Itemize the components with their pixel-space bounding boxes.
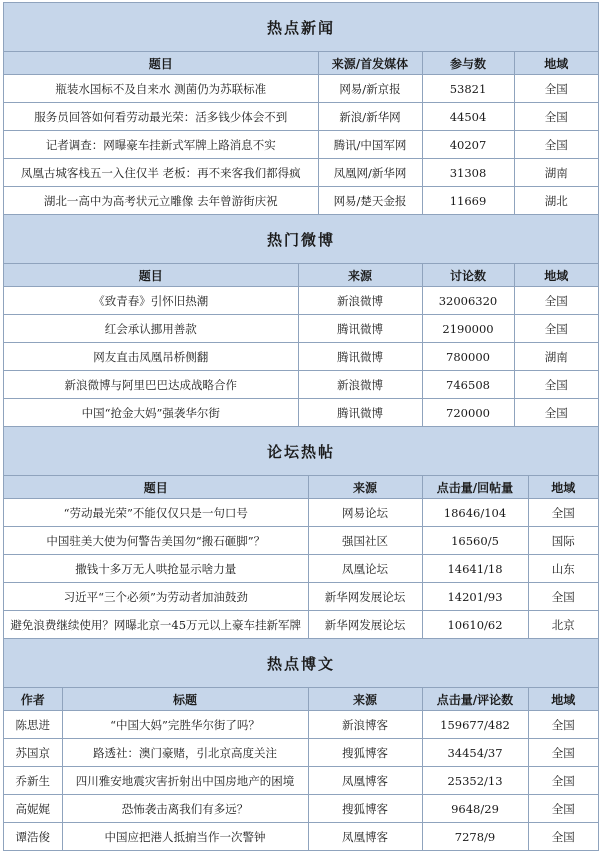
cell-count: 159677/482 (422, 711, 528, 739)
cell-title: 凤凰古城客栈五一入住仅半 老板：再不来客我们都得疯 (4, 159, 318, 187)
cell-count: 44504 (422, 103, 514, 131)
cell-author: 陈思进 (4, 711, 62, 739)
cell-source: 新浪微博 (298, 371, 422, 399)
cell-source: 凤凰博客 (308, 767, 422, 795)
column-header: 标题 (62, 688, 308, 711)
cell-region: 全国 (514, 287, 598, 315)
cell-title: 服务员回答如何看劳动最光荣：活多钱少体会不到 (4, 103, 318, 131)
column-header: 来源 (308, 476, 422, 499)
cell-title: 四川雅安地震灾害折射出中国房地产的困境 (62, 767, 308, 795)
report-page (3, 2, 599, 851)
cell-title: 避免浪费继续使用？网曝北京一45万元以上豪车挂新军牌 (4, 611, 308, 639)
cell-region: 全国 (528, 739, 598, 767)
cell-title: “劳动最光荣”不能仅仅只是一句口号 (4, 499, 308, 527)
cell-count: 9648/29 (422, 795, 528, 823)
cell-title: 中国应把港人抵掮当作一次警钟 (62, 823, 308, 851)
cell-source: 腾讯/中国军网 (318, 131, 422, 159)
table-row (4, 527, 598, 555)
cell-title: 湖北一高中为高考状元立雕像 去年曾游街庆祝 (4, 187, 318, 215)
cell-region: 湖南 (514, 159, 598, 187)
table-row (4, 711, 598, 739)
cell-title: 记者调查：网曝豪车挂新式军牌上路消息不实 (4, 131, 318, 159)
cell-source: 腾讯微博 (298, 343, 422, 371)
cell-author: 乔新生 (4, 767, 62, 795)
cell-source: 网易论坛 (308, 499, 422, 527)
column-header: 来源 (298, 264, 422, 287)
cell-count: 25352/13 (422, 767, 528, 795)
table-header-row (4, 476, 598, 499)
cell-region: 全国 (514, 131, 598, 159)
section-title: 热点博文 (4, 639, 598, 688)
cell-source: 新浪博客 (308, 711, 422, 739)
cell-source: 凤凰论坛 (308, 555, 422, 583)
column-header: 点击量/回帖量 (422, 476, 528, 499)
cell-title: 路透社：澳门豪赌，引北京高度关注 (62, 739, 308, 767)
cell-source: 新浪微博 (298, 287, 422, 315)
cell-region: 全国 (528, 767, 598, 795)
column-header: 地域 (514, 264, 598, 287)
cell-count: 32006320 (422, 287, 514, 315)
table-row (4, 371, 598, 399)
cell-count: 18646/104 (422, 499, 528, 527)
cell-source: 凤凰网/新华网 (318, 159, 422, 187)
column-header: 点击量/评论数 (422, 688, 528, 711)
cell-source: 新浪/新华网 (318, 103, 422, 131)
cell-count: 14641/18 (422, 555, 528, 583)
section-title: 热门微博 (4, 215, 598, 264)
table-row (4, 555, 598, 583)
table-header-row (4, 688, 598, 711)
cell-author: 谭浩俊 (4, 823, 62, 851)
cell-region: 北京 (528, 611, 598, 639)
cell-count: 780000 (422, 343, 514, 371)
cell-count: 14201/93 (422, 583, 528, 611)
table-row (4, 823, 598, 851)
table-row (4, 583, 598, 611)
column-header: 地域 (528, 688, 598, 711)
table-row (4, 187, 598, 215)
column-header: 作者 (4, 688, 62, 711)
table-header-row (4, 264, 598, 287)
hot-weibo-table (4, 264, 598, 427)
section-hot-news (4, 3, 598, 215)
cell-region: 全国 (528, 583, 598, 611)
table-row (4, 767, 598, 795)
cell-source: 搜狐博客 (308, 795, 422, 823)
cell-source: 新华网发展论坛 (308, 583, 422, 611)
cell-region: 全国 (514, 75, 598, 103)
table-row (4, 795, 598, 823)
forum-posts-table (4, 476, 598, 639)
cell-source: 网易/楚天金报 (318, 187, 422, 215)
cell-title: 习近平“三个必须”为劳动者加油鼓劲 (4, 583, 308, 611)
column-header: 地域 (514, 52, 598, 75)
column-header: 参与数 (422, 52, 514, 75)
cell-region: 湖北 (514, 187, 598, 215)
hot-news-table (4, 52, 598, 215)
cell-author: 苏国京 (4, 739, 62, 767)
cell-count: 34454/37 (422, 739, 528, 767)
cell-count: 40207 (422, 131, 514, 159)
table-header-row (4, 52, 598, 75)
column-header: 地域 (528, 476, 598, 499)
cell-source: 网易/新京报 (318, 75, 422, 103)
cell-count: 10610/62 (422, 611, 528, 639)
cell-region: 全国 (514, 315, 598, 343)
cell-title: 瓶装水国标不及自来水 测菌仍为苏联标准 (4, 75, 318, 103)
cell-region: 全国 (514, 371, 598, 399)
table-row (4, 315, 598, 343)
hot-blogs-table (4, 688, 598, 850)
column-header: 来源/首发媒体 (318, 52, 422, 75)
table-row (4, 287, 598, 315)
cell-count: 16560/5 (422, 527, 528, 555)
cell-source: 腾讯微博 (298, 399, 422, 427)
cell-source: 强国社区 (308, 527, 422, 555)
table-row (4, 75, 598, 103)
table-row (4, 739, 598, 767)
cell-title: “中国大妈”完胜华尔街了吗？ (62, 711, 308, 739)
section-hot-weibo (4, 215, 598, 427)
cell-count: 2190000 (422, 315, 514, 343)
cell-region: 国际 (528, 527, 598, 555)
table-row (4, 611, 598, 639)
cell-region: 全国 (528, 711, 598, 739)
cell-title: 撒钱十多万无人哄抢显示啥力量 (4, 555, 308, 583)
cell-region: 山东 (528, 555, 598, 583)
cell-source: 腾讯微博 (298, 315, 422, 343)
table-row (4, 131, 598, 159)
column-header: 讨论数 (422, 264, 514, 287)
cell-count: 7278/9 (422, 823, 528, 851)
cell-region: 湖南 (514, 343, 598, 371)
section-forum-posts (4, 427, 598, 639)
cell-title: 红会承认挪用善款 (4, 315, 298, 343)
table-row (4, 499, 598, 527)
section-title: 热点新闻 (4, 3, 598, 52)
cell-title: 中国驻美大使为何警告美国勿“搬石砸脚”？ (4, 527, 308, 555)
column-header: 题目 (4, 476, 308, 499)
cell-title: 恐怖袭击离我们有多远？ (62, 795, 308, 823)
column-header: 题目 (4, 52, 318, 75)
cell-title: 网友直击凤凰吊桥侧翻 (4, 343, 298, 371)
table-row (4, 343, 598, 371)
table-row (4, 159, 598, 187)
section-hot-blogs (4, 639, 598, 850)
cell-region: 全国 (528, 499, 598, 527)
table-row (4, 103, 598, 131)
cell-source: 搜狐博客 (308, 739, 422, 767)
column-header: 题目 (4, 264, 298, 287)
cell-region: 全国 (514, 103, 598, 131)
cell-count: 53821 (422, 75, 514, 103)
cell-region: 全国 (528, 823, 598, 851)
cell-region: 全国 (528, 795, 598, 823)
cell-count: 11669 (422, 187, 514, 215)
column-header: 来源 (308, 688, 422, 711)
cell-title: 中国“抢金大妈”强袭华尔街 (4, 399, 298, 427)
cell-title: 新浪微博与阿里巴巴达成战略合作 (4, 371, 298, 399)
cell-count: 31308 (422, 159, 514, 187)
section-title: 论坛热帖 (4, 427, 598, 476)
cell-region: 全国 (514, 399, 598, 427)
cell-author: 高妮娓 (4, 795, 62, 823)
cell-title: 《致青春》引怀旧热潮 (4, 287, 298, 315)
cell-count: 746508 (422, 371, 514, 399)
cell-source: 凤凰博客 (308, 823, 422, 851)
table-row (4, 399, 598, 427)
cell-count: 720000 (422, 399, 514, 427)
cell-source: 新华网发展论坛 (308, 611, 422, 639)
